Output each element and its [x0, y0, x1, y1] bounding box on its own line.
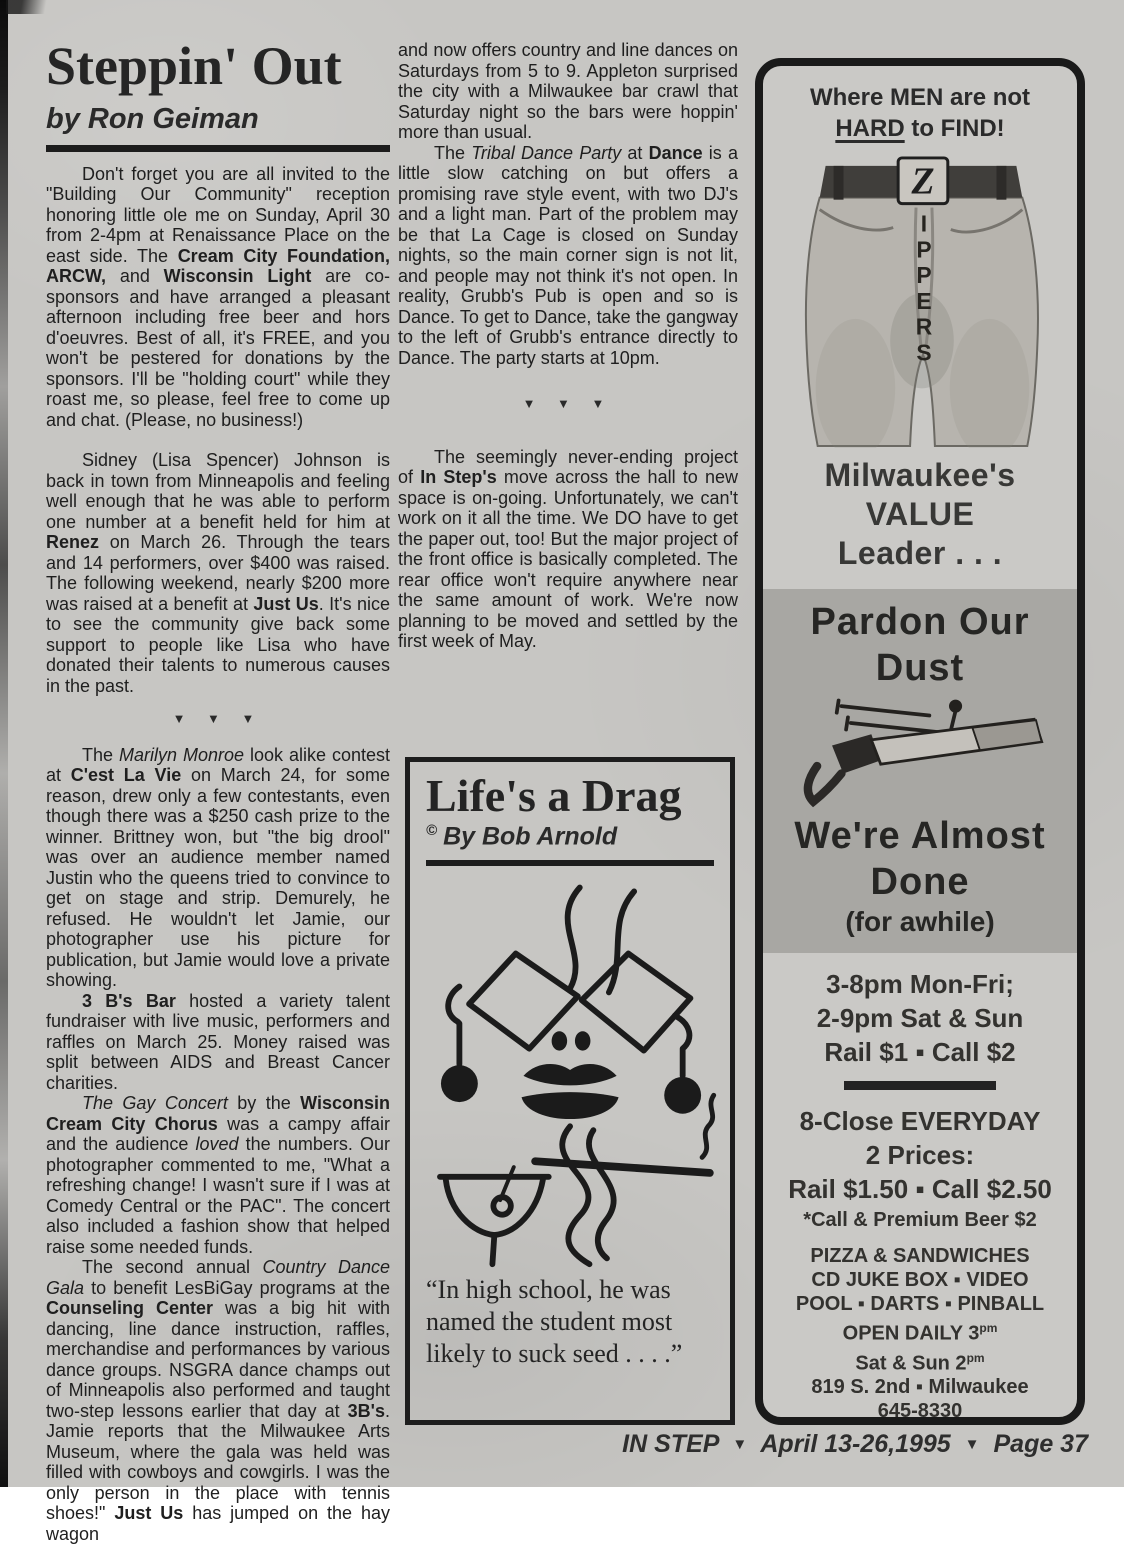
scan-artifact-left-edge	[0, 0, 8, 1487]
ad-address: 819 S. 2nd ▪ Milwaukee	[811, 1376, 1029, 1399]
article-title: Steppin' Out	[46, 36, 342, 96]
ad-dust-section	[763, 589, 1077, 953]
ad-amenity-line: POOL ▪ DARTS ▪ PINBALL	[795, 1293, 1045, 1315]
ad-hours-line: 3-8pm Mon-Fri;	[826, 969, 1014, 999]
cartoon-author: By Bob Arnold	[443, 822, 618, 851]
boa-curve-1	[562, 1126, 589, 1264]
ad-amenities-block	[763, 1244, 1077, 1423]
olive-pick	[500, 1167, 514, 1200]
ad-value-line2: VALUE	[865, 496, 975, 532]
cartoon-caption: “In high school, he was named the student most likely to suck seed . . . .”	[426, 1274, 683, 1368]
article-paragraph: The Marilyn Monroe look alike contest at C'est La Vie on March 24, for some reason, drew only a few contestants, even though there was a $250 cash prize to the winner. Brittney won, but "the big drool" was over an audience member named Justin who the queens tried to convince to get on stage and strip. Demurely, he refused. He wouldn't let Jamie, our photographer use his picture for publication, but Jamie would love a private showing.	[46, 744, 390, 991]
ad-amenity-line: CD JUKE BOX ▪ VIDEO	[811, 1269, 1029, 1291]
ad-weekend-line: Sat & Sun $2^{pm}$	[855, 1350, 985, 1375]
cartoon-byline	[426, 822, 714, 851]
article-text-column-1	[46, 164, 390, 1544]
ad-hours-line: 8-Close EVERYDAY	[799, 1106, 1041, 1136]
ad-hours-line: 2 Prices:	[865, 1140, 975, 1170]
pm-superscript: pm	[979, 1321, 998, 1335]
ad-open-daily-line: OPEN DAILY $3^{pm}$	[842, 1321, 998, 1345]
ad-amenity-line: PIZZA & SANDWICHES	[810, 1245, 1030, 1267]
earring-left-hook	[448, 986, 459, 1064]
article-paragraph: The Gay Concert by the Wisconsin Cream City Chorus was a campy affair and the audience loved the numbers. Our photographer commented to me, "What a refreshing change! I wasn't sure if I was at Comedy Central or the PAC". The concert also included a fashion show that helped raise some needed funds.	[46, 1093, 390, 1257]
ad-done-line1: We're Almost	[794, 815, 1046, 857]
cigarette-holder	[535, 1161, 710, 1173]
belt-loop-right	[996, 166, 1006, 200]
nails-icon	[837, 701, 961, 735]
earring-right-hook	[675, 1015, 690, 1075]
hair-line-right	[609, 891, 634, 992]
ad-divider	[844, 1081, 996, 1090]
ad-happy-hour-block	[763, 967, 1077, 1069]
copyright-symbol: ©	[426, 822, 438, 840]
ad-value-block	[763, 456, 1077, 573]
ad-headline	[763, 66, 1077, 144]
fly-letters: I P P E R S	[915, 210, 933, 366]
ad-headline-line2	[763, 113, 1077, 144]
hammer-claw	[808, 766, 841, 802]
belt-loop-left	[834, 166, 844, 200]
pm-superscript: pm	[966, 1350, 985, 1365]
ad-price-note: *Call & Premium Beer $2	[803, 1209, 1037, 1231]
hammer-illustration	[789, 693, 1051, 811]
buckle-letter: Z	[911, 160, 935, 203]
article-byline: by Ron Geiman	[46, 102, 259, 135]
section-separator: ▼ ▼ ▼	[172, 711, 264, 727]
ad-hours-line: 2-9pm Sat & Sun	[816, 1003, 1024, 1033]
triangle-separator-icon: ▼	[964, 1436, 980, 1453]
ad-evening-prices-block	[763, 1104, 1077, 1234]
article-column-left	[46, 38, 390, 1544]
ad-headline-hard: HARD	[835, 115, 905, 142]
article-text-column-2	[398, 40, 738, 652]
article-paragraph: 3 B's Bar hosted a variety talent fundraiser with live music, performers and raffles on March 25. Money raised was split between AIDS and Breast Cancer charities.	[46, 990, 390, 1093]
page-footer	[622, 1430, 1088, 1459]
section-separator: ▼ ▼ ▼	[522, 396, 614, 411]
article-paragraph: Sidney (Lisa Spencer) Johnson is back in town from Minneapolis and feeling well enough that he was able to perform one number at a benefit held for him at Renez on March 26. Through the tears and 14 performers, over $400 was raised. The following weekend, nearly $200 more was raised at a benefit at Just Us. It's nice to see the community give back some support to people like Lisa who have donated their talents to numerous causes in the past.	[46, 450, 390, 696]
cartoon-box	[405, 757, 735, 1425]
ad-value-line3: Leader . . .	[837, 535, 1003, 571]
article-paragraph: Don't forget you are all invited to the "Building Our Community" reception honoring little ole me on Sunday, April 30 from 2-4pm at Renaissance Place on the east side. The Cream City Foundation, ARCW, and Wisconsin Light are co-sponsors and have arranged a pleasant afternoon including free beer and hors d'oeuvres. Best of all, it's FREE, and you won't be pestered for donations by the sponsors. I'll be "holding court" while they roast me, so please, feel free to come up and chat. (Please, no business!)	[46, 163, 390, 430]
upper-lip	[523, 1064, 616, 1085]
ad-value-line1: Milwaukee's	[824, 457, 1016, 493]
cartoon-rule	[426, 860, 714, 866]
ad-headline-line1: Where MEN are not	[809, 84, 1031, 111]
zippers-jeans-illustration	[795, 150, 1045, 448]
article-paragraph: and now offers country and line dances on Saturdays from 5 to 9. Appleton surprised the city with a Milwaukee bar crawl that Saturday night so the bars were hoppin' more than usual.	[398, 40, 738, 142]
scan-artifact-corner	[6, 0, 58, 14]
ad-hours-line: Rail $1.50 ▪ Call $2.50	[788, 1174, 1052, 1204]
glasses-right-lens	[582, 953, 691, 1050]
ad-done-line2: Done	[870, 861, 970, 903]
article-paragraph: The second annual Country Dance Gala to benefit LesBiGay programs at the Counseling Center was a big hit with dancing, line dance instruction, raffles, merchandise and performances by various dance groups. NSGRA dance champs out of Minneapolis also performed and taught two-step lessons earlier that day at 3B's. Jamie reports that the Milwaukee Arts Museum, where the gala was held was filled with cowboys and cowgirls. I was the only person in the place with tennis shoes!" Just Us has jumped on the hay wagon	[46, 1257, 390, 1544]
drag-queen-illustration	[426, 872, 718, 1270]
article-paragraph: The seemingly never-ending project of In Step's move across the hall to new space is on-going. Unfortunately, we can't work on it all the time. We DO have to get the paper out, too! But the major project of the front office is basically completed. The rear office won't require anywhere near the same amount of work. We're now planning to be moved and settled by the first week of May.	[398, 446, 739, 651]
ad-done-line3: (for awhile)	[845, 906, 995, 937]
title-rule	[46, 145, 390, 152]
eye-left	[552, 1031, 568, 1050]
triangle-separator-icon: ▼	[732, 1436, 748, 1453]
boa-curve-2	[589, 1130, 614, 1258]
earring-right-ball	[664, 1076, 701, 1113]
ad-headline-rest: to FIND!	[904, 115, 1005, 142]
ad-dust-line2: Dust	[875, 647, 965, 689]
article-column-middle	[398, 40, 738, 652]
page-number: Page 37	[993, 1430, 1088, 1458]
hair-line-left	[568, 887, 580, 988]
zippers-ad	[755, 58, 1085, 1425]
cartoon-title: Life's a Drag	[426, 770, 682, 821]
issue-date: April 13-26,1995	[760, 1430, 951, 1458]
eye-right	[575, 1031, 591, 1050]
earring-left-ball	[441, 1065, 478, 1102]
ad-phone: 645-8330	[877, 1400, 963, 1423]
smoke-squiggle	[702, 1095, 714, 1157]
martini-stem	[492, 1235, 494, 1264]
article-paragraph: The Tribal Dance Party at Dance is a little slow catching on but offers a promising rave style event, with two DJ's and a light man. Part of the problem may be that La Cage is closed on Sunday nights, so the main corner sign is not lit, and people may not think it's not open. In reality, Grubb's Pub is open and so is Dance. To get to Dance, take the gangway to the left of Grubb's entrance directly to Dance. The party starts at 10pm.	[398, 142, 738, 368]
lower-lip	[522, 1092, 619, 1119]
ad-hours-line: Rail $1 ▪ Call $2	[824, 1037, 1016, 1067]
ad-dust-line1: Pardon Our	[810, 601, 1030, 643]
magazine-name: IN STEP	[622, 1430, 719, 1458]
